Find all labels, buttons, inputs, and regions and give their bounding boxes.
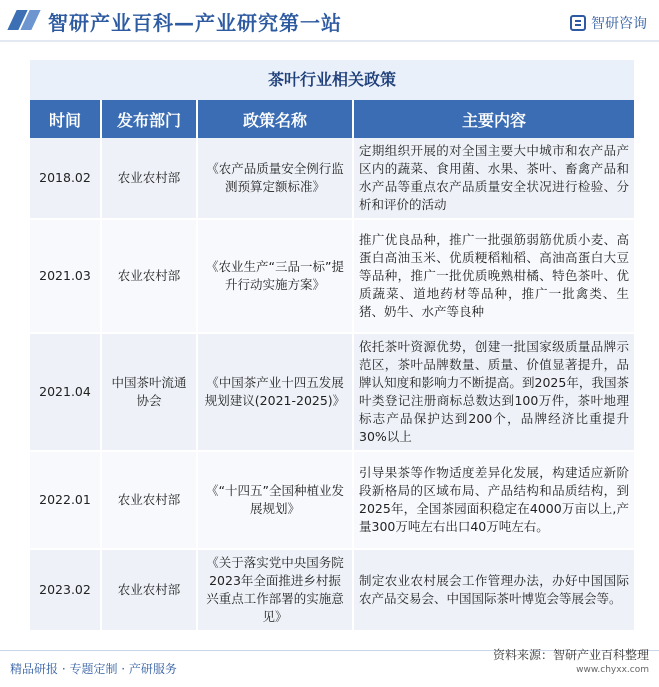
cell-dept: 中国茶叶流通协会 — [102, 334, 198, 452]
cell-policy-name: 《农业生产“三品一标”提升行动实施方案》 — [198, 220, 354, 334]
table-row — [30, 220, 634, 334]
table-row — [30, 334, 634, 452]
cell-time: 2023.02 — [30, 550, 102, 632]
brand-name: 智研咨询 — [591, 16, 647, 32]
cell-dept: 农业农村部 — [102, 138, 198, 220]
cell-policy-name: 《“十四五”全国种植业发展规划》 — [198, 452, 354, 550]
brand-logo-group[interactable] — [570, 13, 647, 33]
cell-content: 推广优良品种，推广一批强筋弱筋优质小麦、高蛋白高油玉米、优质粳稻籼稻、高油高蛋白大豆等品种，推广一批优质晚熟柑橘、特色茶叶、优质蔬菜、道地药材等品种，推广一批禽类、生猪、奶牛、水产等良种 — [354, 220, 634, 334]
cell-time: 2018.02 — [30, 138, 102, 220]
cell-time: 2021.03 — [30, 220, 102, 334]
cell-policy-name: 《农产品质量安全例行监测预算定额标准》 — [198, 138, 354, 220]
cell-time: 2022.01 — [30, 452, 102, 550]
cell-content: 定期组织开展的对全国主要大中城市和农产品产区内的蔬菜、食用菌、水果、茶叶、畜禽产品和水产品等重点农产品质量安全状况进行检验、分析和评价的活动 — [354, 138, 634, 220]
cell-dept: 农业农村部 — [102, 452, 198, 550]
table-row — [30, 550, 634, 632]
policy-table — [30, 100, 634, 632]
table-title: 茶叶行业相关政策 — [30, 60, 634, 100]
brand-logo-icon — [570, 15, 586, 31]
column-header-name: 政策名称 — [198, 100, 354, 138]
footer-source — [493, 646, 649, 675]
table-header-row — [30, 100, 634, 138]
brand-stripes-icon — [8, 10, 38, 30]
cell-policy-name: 《关于落实党中央国务院2023年全面推进乡村振兴重点工作部署的实施意见》 — [198, 550, 354, 632]
table-row — [30, 138, 634, 220]
cell-policy-name: 《中国茶产业十四五发展规划建议(2021-2025)》 — [198, 334, 354, 452]
cell-content: 依托茶叶资源优势，创建一批国家级质量品牌示范区，茶叶品牌数量、质量、价值显著提升，品牌认知度和影响力不断提高。到2025年，我国茶叶类登记注册商标总数达到100万件，茶叶地理标志产品保护达到200个，品牌经济比重提升30%以上 — [354, 334, 634, 452]
column-header-content: 主要内容 — [354, 100, 634, 138]
column-header-time: 时间 — [30, 100, 102, 138]
source-note: 资料来源：智研产业百科整理 — [492, 648, 649, 662]
cell-content: 制定农业农村展会工作管理办法，办好中国国际农产品交易会、中国国际茶叶博览会等展会等。 — [354, 550, 634, 632]
site-title: 智研产业百科—产业研究第一站 — [48, 11, 342, 35]
cell-dept: 农业农村部 — [102, 220, 198, 334]
cell-content: 引导果茶等作物适度差异化发展，构建适应新阶段新格局的区域布局、产品结构和品质结构，到2025年，全国茶园面积稳定在4000万亩以上,产量300万吨左右出口40万吨左右。 — [354, 452, 634, 550]
column-header-dept: 发布部门 — [102, 100, 198, 138]
cell-dept: 农业农村部 — [102, 550, 198, 632]
policy-table-card — [30, 60, 634, 635]
header-divider — [0, 40, 659, 42]
source-url[interactable]: www.chyxx.com — [576, 665, 649, 675]
table-row — [30, 452, 634, 550]
cell-time: 2021.04 — [30, 334, 102, 452]
footer-services: 精品研报 · 专题定制 · 产研服务 — [10, 662, 177, 676]
